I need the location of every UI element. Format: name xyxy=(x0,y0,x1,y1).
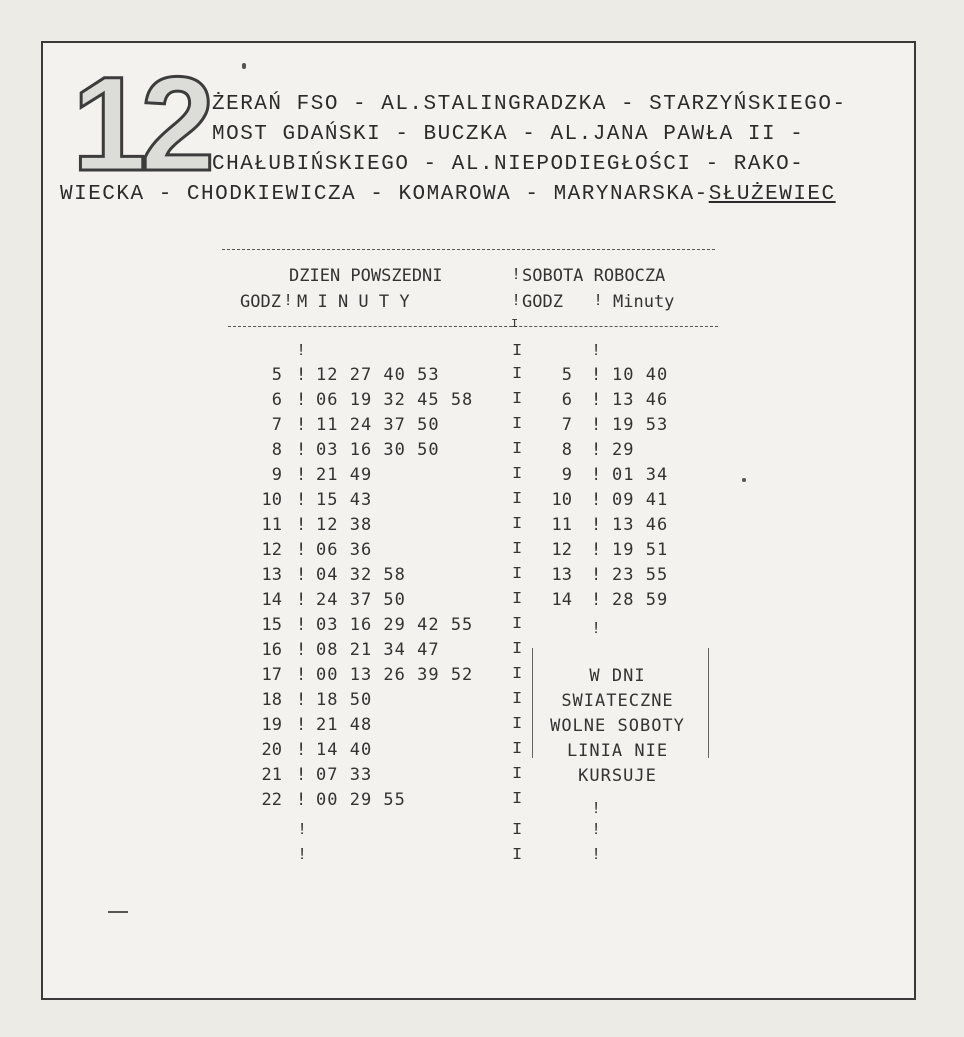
weekday-separator: ! xyxy=(296,390,307,410)
saturday-row xyxy=(0,415,700,440)
weekday-row xyxy=(0,615,523,640)
saturday-minutes: 13 46 xyxy=(612,390,669,410)
weekday-minutes: 12 27 40 53 xyxy=(316,365,440,385)
saturday-hour: 6 xyxy=(561,390,572,410)
weekday-hour: 10 xyxy=(261,490,282,510)
weekday-hour: 11 xyxy=(261,515,282,535)
weekday-separator: ! xyxy=(296,665,307,685)
saturday-minutes: 19 53 xyxy=(612,415,669,435)
weekday-hour: 12 xyxy=(261,540,282,560)
header-rule-divider: I xyxy=(511,317,519,331)
column-divider-mark: I xyxy=(512,790,523,809)
saturday-separator-spacer: ! xyxy=(591,342,602,361)
weekday-minutes: 08 21 34 47 xyxy=(316,640,440,660)
weekday-separator-spacer-end-1: ! xyxy=(297,821,308,840)
weekday-separator: ! xyxy=(296,540,307,560)
weekday-minutes: 06 19 32 45 58 xyxy=(316,390,474,410)
saturday-hour: 14 xyxy=(551,590,572,610)
weekday-minutes: 00 29 55 xyxy=(316,790,406,810)
saturday-row xyxy=(0,440,700,465)
weekday-separator: ! xyxy=(296,365,307,385)
weekday-separator: ! xyxy=(296,490,307,510)
weekday-row xyxy=(0,765,523,790)
weekday-separator: ! xyxy=(296,440,307,460)
weekday-hour: 9 xyxy=(271,465,282,485)
weekday-row xyxy=(0,690,523,715)
weekday-hour: 16 xyxy=(261,640,282,660)
saturday-hour: 5 xyxy=(561,365,572,385)
weekday-hour: 7 xyxy=(271,415,282,435)
saturday-separator: ! xyxy=(591,440,602,460)
saturday-minutes-header: Minuty xyxy=(613,292,675,312)
saturday-hour: 10 xyxy=(551,490,572,510)
route-line-2: MOST GDAŃSKI - BUCZKA - AL.JANA PAWŁA II - xyxy=(212,123,805,146)
column-divider-mark: I xyxy=(512,465,523,484)
column-divider-mark: I xyxy=(512,365,523,384)
saturday-title: SOBOTA ROBOCZA xyxy=(522,266,666,286)
saturday-row xyxy=(0,590,700,615)
column-divider-spacer: I xyxy=(512,342,523,361)
route-line-4-stops: WIECKA - CHODKIEWICZA - KOMAROWA - MARYNARSKA- xyxy=(60,183,709,206)
saturday-separator: ! xyxy=(591,365,602,385)
weekday-row xyxy=(0,790,523,815)
column-divider-mark: I xyxy=(512,540,523,559)
saturday-row xyxy=(0,490,700,515)
weekday-hour: 22 xyxy=(261,790,282,810)
weekday-row xyxy=(0,715,523,740)
column-divider-mark: I xyxy=(512,690,523,709)
column-divider-mark: I xyxy=(512,440,523,459)
weekday-separator: ! xyxy=(296,565,307,585)
weekday-separator: ! xyxy=(296,640,307,660)
route-line-1: ŻERAŃ FSO - AL.STALINGRADZKA - STARZYŃSKIEGO- xyxy=(212,93,847,116)
weekday-hour: 14 xyxy=(261,590,282,610)
weekday-hour-header: GODZ xyxy=(240,292,281,312)
column-divider-mark: I xyxy=(512,490,523,509)
divider-mark-header: ! xyxy=(511,292,522,311)
weekday-separator: ! xyxy=(296,690,307,710)
saturday-minutes: 29 xyxy=(612,440,635,460)
saturday-separator: ! xyxy=(591,565,602,585)
saturday-separator: ! xyxy=(591,515,602,535)
saturday-hour: 12 xyxy=(551,540,572,560)
weekday-hour: 20 xyxy=(261,740,282,760)
weekday-header-separator: ! xyxy=(283,292,294,311)
saturday-minutes: 10 40 xyxy=(612,365,669,385)
saturday-hour-header: GODZ xyxy=(522,292,563,312)
saturday-separator-spacer-22: ! xyxy=(591,800,602,819)
column-divider-mark: I xyxy=(512,640,523,659)
saturday-hour: 8 xyxy=(561,440,572,460)
saturday-separator: ! xyxy=(591,490,602,510)
weekday-hour: 19 xyxy=(261,715,282,735)
weekday-minutes: 07 33 xyxy=(316,765,373,785)
weekday-title: DZIEN POWSZEDNI xyxy=(289,266,443,286)
weekday-hour: 5 xyxy=(271,365,282,385)
saturday-minutes: 13 46 xyxy=(612,515,669,535)
column-divider-end-2: I xyxy=(512,846,523,865)
route-line-4 xyxy=(60,183,836,206)
weekday-hour: 15 xyxy=(261,615,282,635)
ink-speck xyxy=(242,63,246,69)
column-divider-mark: I xyxy=(512,740,523,759)
column-divider-mark: I xyxy=(512,590,523,609)
weekday-hour: 8 xyxy=(271,440,282,460)
saturday-separator: ! xyxy=(591,540,602,560)
no-service-note-line: KURSUJE xyxy=(578,766,657,786)
ink-speck xyxy=(742,478,746,482)
weekday-minutes: 15 43 xyxy=(316,490,373,510)
saturday-separator: ! xyxy=(591,590,602,610)
column-divider-mark: I xyxy=(512,390,523,409)
weekday-minutes: 00 13 26 39 52 xyxy=(316,665,474,685)
column-divider-end-1: I xyxy=(512,821,523,840)
saturday-row xyxy=(0,565,700,590)
weekday-separator: ! xyxy=(296,790,307,810)
saturday-separator-spacer-15: ! xyxy=(591,620,602,639)
saturday-header-separator: ! xyxy=(593,292,604,311)
weekday-minutes-header: M I N U T Y xyxy=(297,292,410,312)
weekday-minutes: 12 38 xyxy=(316,515,373,535)
weekday-row xyxy=(0,665,523,690)
column-divider-mark: I xyxy=(512,415,523,434)
divider-mark-title: ! xyxy=(511,266,522,285)
table-top-rule xyxy=(222,249,715,250)
column-divider-mark: I xyxy=(512,665,523,684)
weekday-separator-spacer-end-2: ! xyxy=(297,846,308,865)
saturday-separator: ! xyxy=(591,465,602,485)
column-divider-mark: I xyxy=(512,715,523,734)
table-header-rule xyxy=(228,326,718,327)
weekday-separator: ! xyxy=(296,715,307,735)
no-service-note-line: W DNI xyxy=(589,666,646,686)
saturday-separator-spacer-24: ! xyxy=(591,846,602,865)
weekday-separator: ! xyxy=(296,590,307,610)
saturday-hour: 11 xyxy=(551,515,572,535)
weekday-hour: 18 xyxy=(261,690,282,710)
weekday-minutes: 11 24 37 50 xyxy=(316,415,440,435)
weekday-hour: 21 xyxy=(261,765,282,785)
saturday-hour: 7 xyxy=(561,415,572,435)
saturday-separator: ! xyxy=(591,415,602,435)
saturday-row xyxy=(0,390,700,415)
no-service-note-line: LINIA NIE xyxy=(566,741,669,761)
weekday-minutes: 24 37 50 xyxy=(316,590,406,610)
no-service-note xyxy=(530,664,705,789)
weekday-minutes: 14 40 xyxy=(316,740,373,760)
saturday-row xyxy=(0,465,700,490)
ink-speck xyxy=(108,911,128,913)
saturday-hour: 13 xyxy=(551,565,572,585)
weekday-row xyxy=(0,640,523,665)
column-divider-mark: I xyxy=(512,615,523,634)
saturday-row xyxy=(0,540,700,565)
column-divider-mark: I xyxy=(512,765,523,784)
weekday-separator-spacer: ! xyxy=(296,342,307,361)
weekday-row xyxy=(0,740,523,765)
weekday-separator: ! xyxy=(296,765,307,785)
saturday-separator-spacer-23: ! xyxy=(591,821,602,840)
weekday-minutes: 18 50 xyxy=(316,690,373,710)
weekday-separator: ! xyxy=(296,415,307,435)
route-terminus: SŁUŻEWIEC xyxy=(708,183,836,206)
weekday-separator: ! xyxy=(296,465,307,485)
weekday-hour: 6 xyxy=(271,390,282,410)
saturday-row xyxy=(0,515,700,540)
saturday-minutes: 01 34 xyxy=(612,465,669,485)
weekday-hour: 17 xyxy=(261,665,282,685)
weekday-minutes: 21 49 xyxy=(316,465,373,485)
no-service-note-line: WOLNE SOBOTY xyxy=(550,716,685,736)
saturday-separator: ! xyxy=(591,390,602,410)
weekday-hour: 13 xyxy=(261,565,282,585)
route-line-3: CHAŁUBIŃSKIEGO - AL.NIEPODIEGŁOŚCI - RAKO- xyxy=(212,153,805,176)
weekday-minutes: 06 36 xyxy=(316,540,373,560)
weekday-separator: ! xyxy=(296,515,307,535)
weekday-minutes: 04 32 58 xyxy=(316,565,406,585)
saturday-hour: 9 xyxy=(561,465,572,485)
weekday-minutes: 21 48 xyxy=(316,715,373,735)
line-number: 12 xyxy=(72,50,210,199)
saturday-minutes: 09 41 xyxy=(612,490,669,510)
column-divider-mark: I xyxy=(512,565,523,584)
saturday-minutes: 19 51 xyxy=(612,540,669,560)
note-bracket-right xyxy=(708,648,709,758)
saturday-row xyxy=(0,365,700,390)
weekday-separator: ! xyxy=(296,740,307,760)
column-divider-mark: I xyxy=(512,515,523,534)
weekday-minutes: 03 16 30 50 xyxy=(316,440,440,460)
saturday-minutes: 28 59 xyxy=(612,590,669,610)
weekday-minutes: 03 16 29 42 55 xyxy=(316,615,474,635)
saturday-minutes: 23 55 xyxy=(612,565,669,585)
no-service-note-line: SWIATECZNE xyxy=(561,691,674,711)
weekday-separator: ! xyxy=(296,615,307,635)
